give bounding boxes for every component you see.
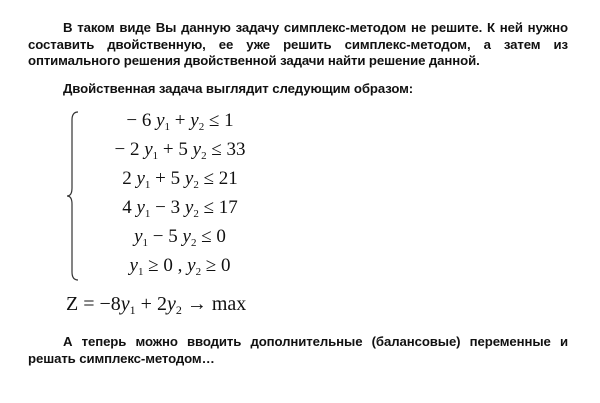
nonnegativity-row: $y_1 \ge 0$ , $y_2 \ge 0$ bbox=[129, 255, 231, 278]
dual-problem-heading-text: Двойственная задача выглядит следующим образом: bbox=[63, 81, 414, 96]
dual-problem-heading bbox=[28, 81, 568, 98]
intro-paragraph bbox=[28, 20, 568, 70]
constraint-row: 4 $y_1 - 3$ $y_2 \le 17$ bbox=[122, 197, 238, 220]
constraint-system bbox=[60, 106, 320, 282]
conclusion-paragraph bbox=[28, 334, 568, 367]
intro-paragraph-text: В таком виде Вы данную задачу симплекс-методом не решите. К ней нужно составить двойственную, ее уже решить симплекс-методом, а затем из оптимального решения двойственной задачи найти решение данной. bbox=[28, 20, 568, 68]
conclusion-paragraph-text: А теперь можно вводить дополнительные (балансовые) переменные и решать симплекс-методом… bbox=[28, 334, 568, 366]
constraint-row: $y_1 - 5$ $y_2 \le 0$ bbox=[134, 226, 226, 249]
constraint-row: − 2 $y_1 + 5$ $y_2 \le 33$ bbox=[114, 139, 246, 162]
objective-function: $Z = -8y_1 + 2y_2 \to \max$ bbox=[66, 293, 247, 317]
constraint-row: − 6 $y_1 + y_2 \le 1$ bbox=[126, 110, 234, 133]
constraint-row: 2 $y_1 + 5$ $y_2 \le 21$ bbox=[122, 168, 238, 191]
